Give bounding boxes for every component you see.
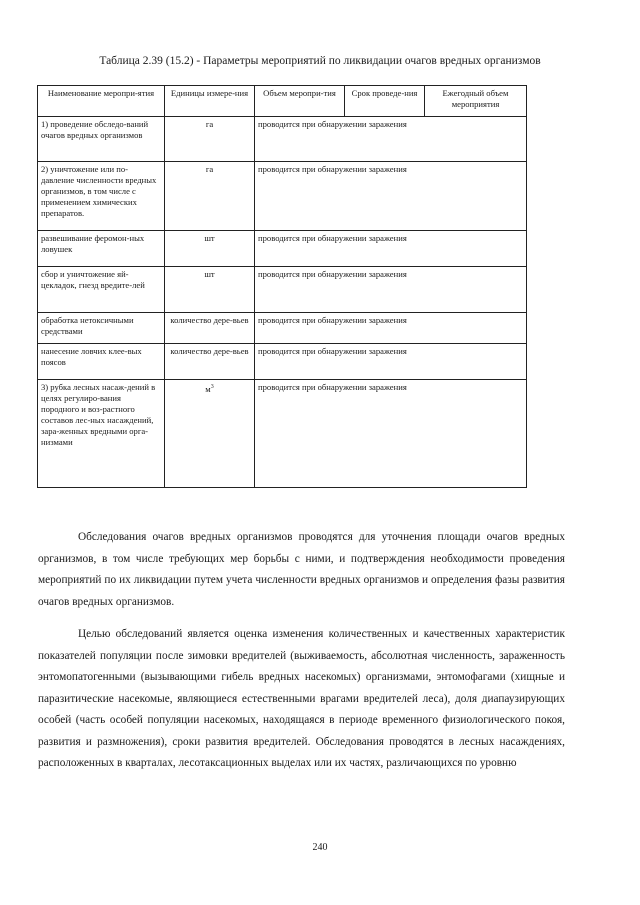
unit-cell: количество дере-вьев [165,344,255,380]
table-caption: Таблица 2.39 (15.2) - Параметры мероприятий по ликвидации очагов вредных организмов [99,55,541,67]
unit-cell: га [165,117,255,162]
table-row [38,380,527,488]
activity-name: 1) проведение обследо-ваний очагов вредных организмов [38,117,165,162]
activity-name: 2) уничтожение или по-давление численности вредных организмов, в том числе с применением химических препаратов. [38,162,165,231]
note-cell: проводится при обнаружении заражения [255,231,527,267]
unit-cell: количество дере-вьев [165,313,255,344]
table-header-row [38,86,527,117]
parameters-table [37,85,527,488]
activity-name: 3) рубка лесных насаж-дений в целях регулиро-вания породного и воз-растного составов лес-ных насаждений, зара-женных вредными орга-низмами [38,380,165,488]
note-cell: проводится при обнаружении заражения [255,162,527,231]
table-row [38,344,527,380]
unit-cell: шт [165,267,255,313]
unit-cell: шт [165,231,255,267]
table-row [38,313,527,344]
table-row [38,231,527,267]
activity-name: сбор и уничтожение яй-цекладок, гнезд вредите-лей [38,267,165,313]
table-row [38,267,527,313]
activity-name: обработка нетоксичными средствами [38,313,165,344]
note-cell: проводится при обнаружении заражения [255,344,527,380]
unit-cell: га [165,162,255,231]
note-cell: проводится при обнаружении заражения [255,117,527,162]
header-cell: Ежегодный объем мероприятия [425,86,527,117]
note-cell: проводится при обнаружении заражения [255,267,527,313]
unit-text: м [205,383,211,394]
table-row [38,117,527,162]
page-number: 240 [312,842,328,853]
header-cell: Объем меропри-тия [255,86,345,117]
header-cell: Срок проведе-ния [345,86,425,117]
header-cell: Наименование меропри-ятия [38,86,165,117]
paragraph: Целью обследований является оценка изменения количественных и качественных характеристик показателей популяции после зимовки вредителей (выживаемость, абсолютная численность, зараженность энтомопатогенными (вызывающими гибель вредных насекомых) организмами, энтомофагами (хищные и паразитические насекомые, являющиеся естественными врагами вредителей леса), доля диапаузирующих особей (часть особей популяции насекомых, находящаяся в периоде временного физиологического покоя, развития и размножения), сроки развития вредителей. Обследования проводятся в лесных насаждениях, расположенных в кварталах, лесотаксационных выделах или их частях, различающихся по уровню [38,628,565,769]
paragraph: Обследования очагов вредных организмов проводятся для уточнения площади очагов вредных организмов, в том числе требующих мер борьбы с ними, и подтверждения необходимости проведения мероприятий по их ликвидации путем учета численности вредных организмов и определения фазы развития очагов вредных организмов. [38,531,565,608]
unit-cell [165,380,255,488]
activity-name: развешивание феромон-ных ловушек [38,231,165,267]
note-cell: проводится при обнаружении заражения [255,380,527,488]
unit-superscript: 3 [210,384,214,390]
note-cell: проводится при обнаружении заражения [255,313,527,344]
header-cell: Единицы измере-ния [165,86,255,117]
table-row [38,162,527,231]
activity-name: нанесение ловчих клее-вых поясов [38,344,165,380]
